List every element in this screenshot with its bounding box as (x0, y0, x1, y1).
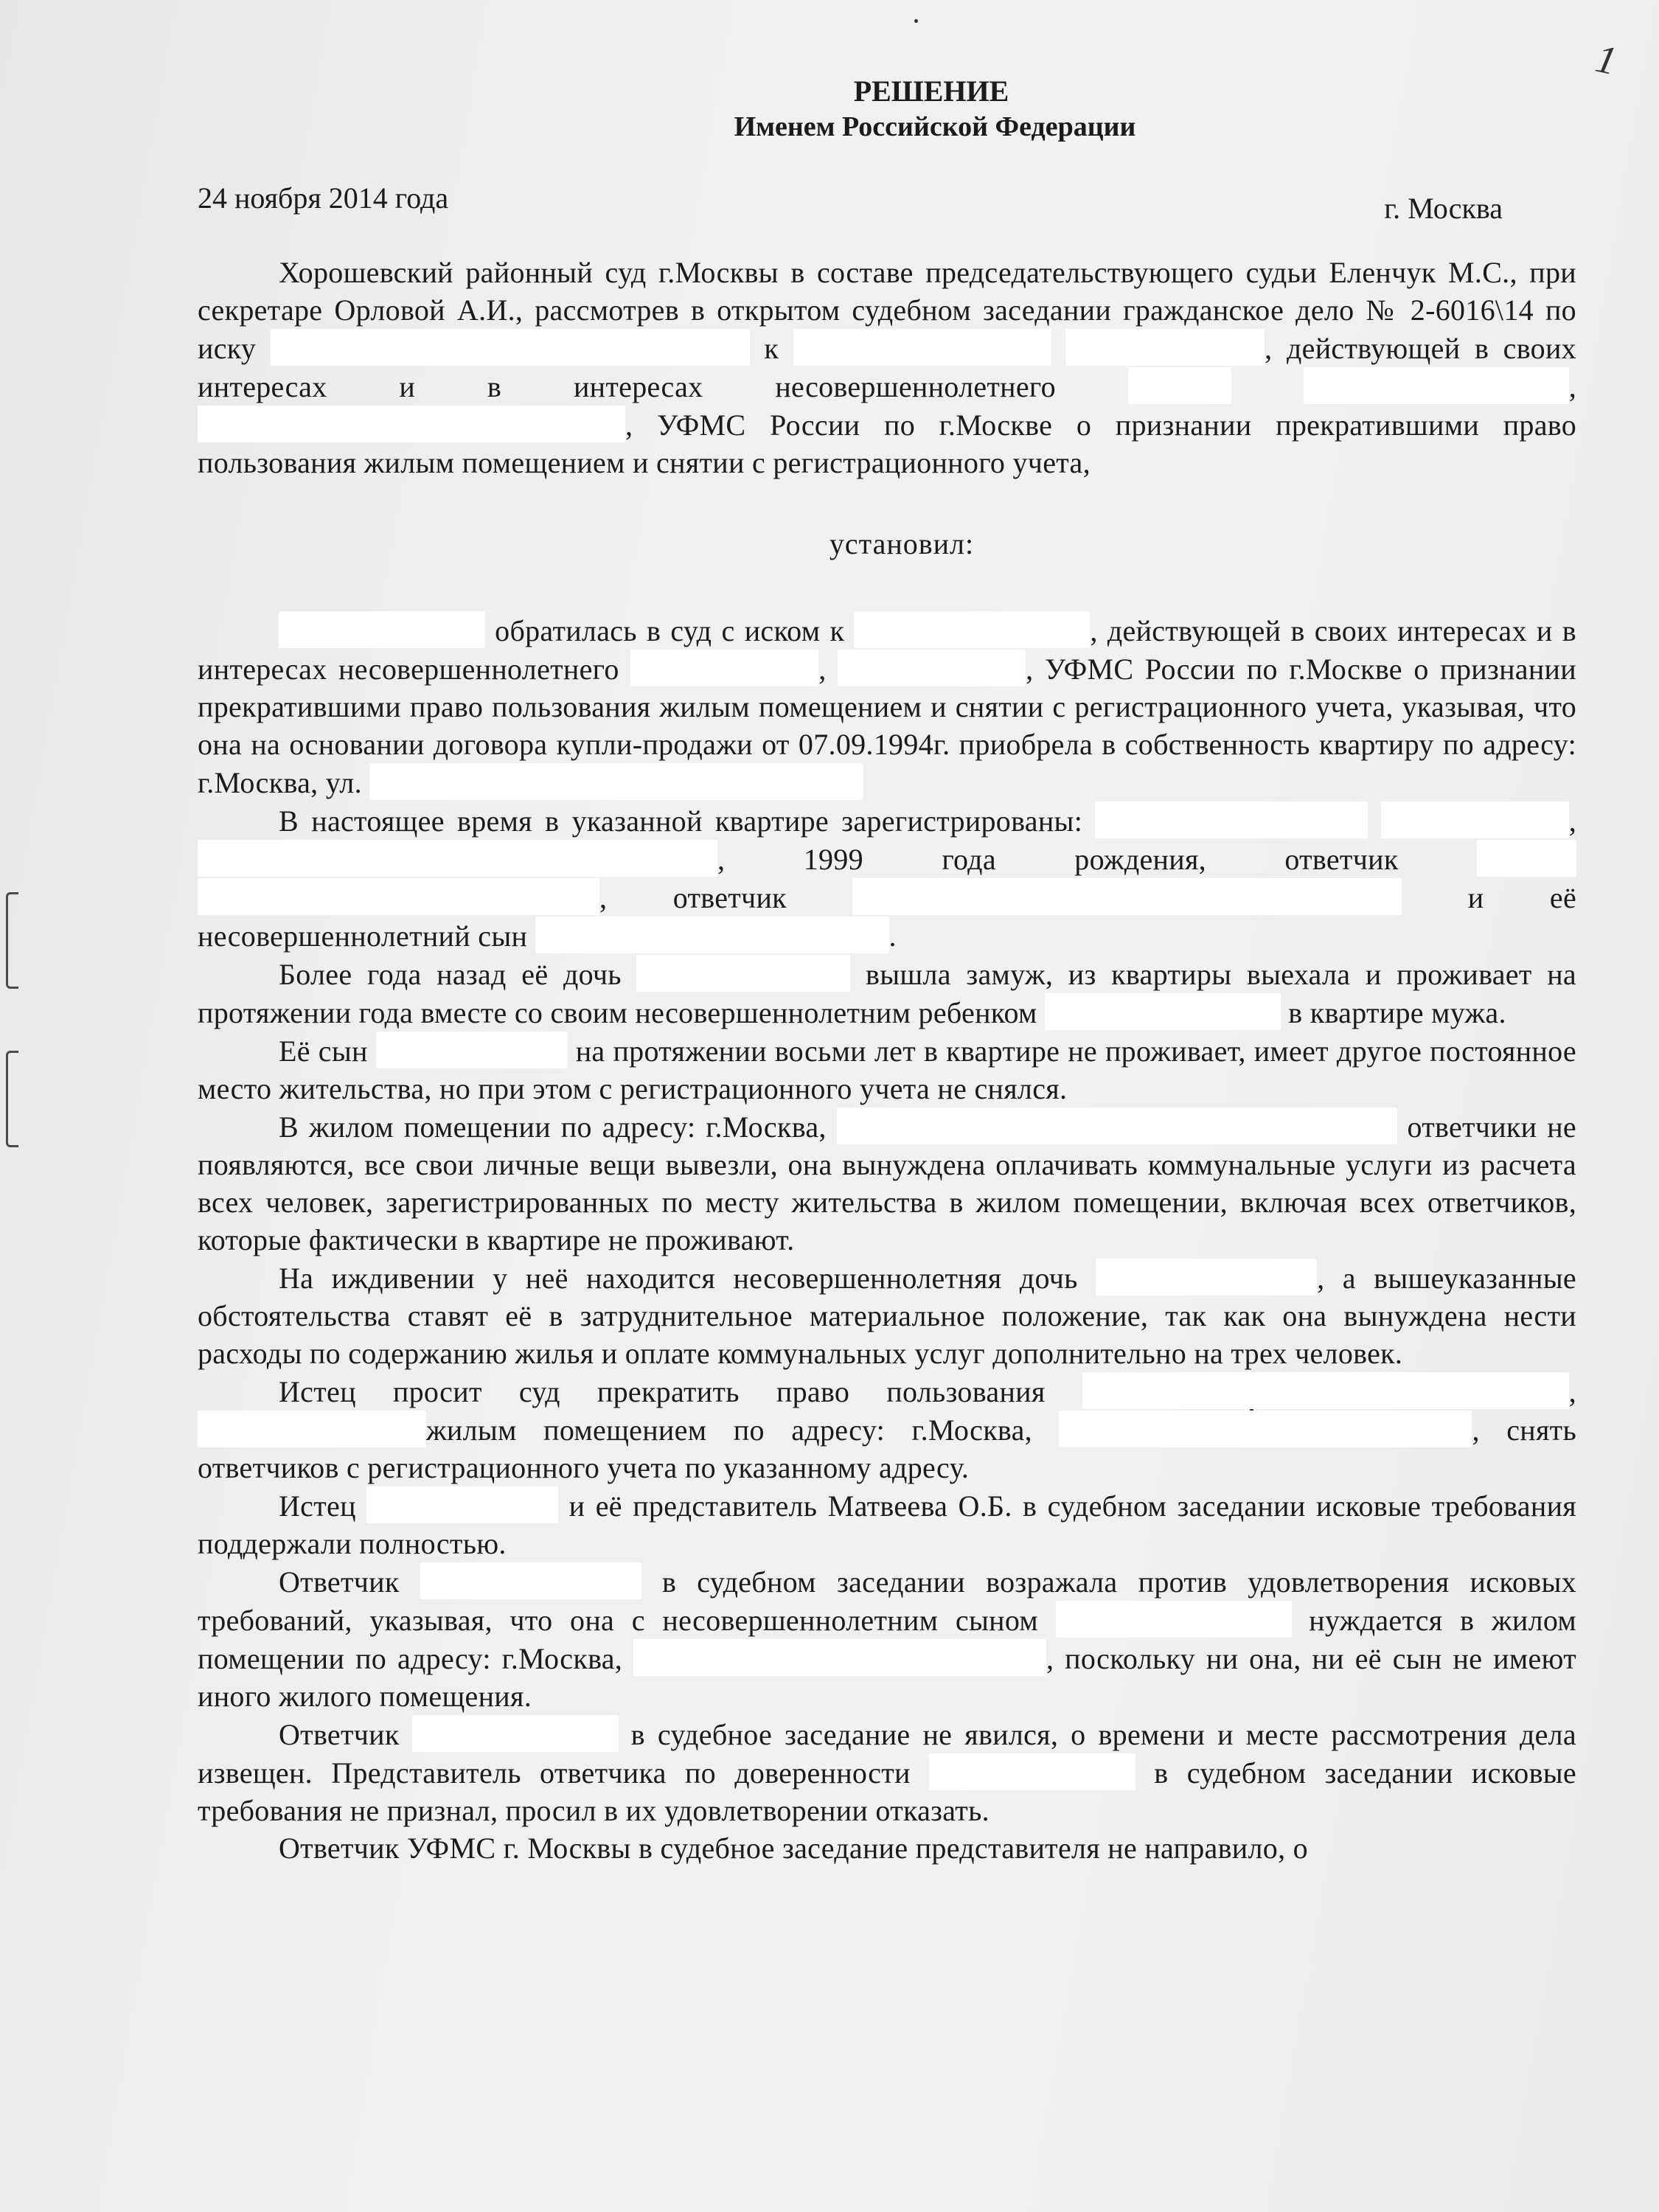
redaction (837, 1107, 1397, 1144)
redaction (636, 955, 850, 992)
redaction (1056, 1601, 1292, 1638)
intro-paragraph: Хорошевский районный суд г.Москвы в составе председательствующего судьи Еленчук М.С., при секретаре Орловой А.И., рассмотрев в открытом судебном заседании гражданское дело № 2-6016\14 по иску к , действующей в своих интересах и в интересах несовершеннолетнего , , УФМС России по г.Москве о признании прекратившими право пользования жилым помещением и снятии с регистрационного учета, (198, 256, 1577, 479)
redaction (535, 917, 889, 953)
redaction (412, 1715, 619, 1752)
redaction (630, 650, 818, 686)
redaction (198, 1411, 426, 1447)
redaction (1381, 801, 1569, 838)
redaction (1096, 1259, 1317, 1295)
redaction (633, 1639, 1046, 1676)
paragraph-son: Её сын на протяжении восьми лет в квартире не проживает, имеет другое постоянное место жительства, но при этом с регистрационного учета не снялся. (198, 1032, 1576, 1107)
redaction (1059, 1411, 1472, 1447)
redaction (1477, 840, 1576, 877)
redaction (929, 1753, 1135, 1790)
redaction (1128, 367, 1231, 404)
redaction (1095, 801, 1368, 838)
redaction (838, 650, 1026, 686)
redaction (1065, 329, 1265, 366)
handwritten-page-number: 1 (1592, 35, 1621, 84)
redaction (852, 878, 1402, 915)
paragraph-ufms: Ответчик УФМС г. Москвы в судебное заседание представителя не направило, о (279, 1832, 1308, 1865)
paragraph-defendant-1: Ответчик в судебном заседании возражала против удовлетворения исковых требований, указывая, что она с несовершеннолетним сыном нуждается в жилом помещении по адресу: г.Москва, , поскольку ни она, ни её сын не имеют иного жилого помещения. (198, 1562, 1576, 1715)
speck-top (914, 19, 918, 23)
document-subtitle: Именем Российской Федерации (734, 111, 1136, 142)
redaction (198, 878, 599, 915)
document-body (198, 74, 1576, 1867)
paragraph-premises: В жилом помещении по адресу: г.Москва, ответчики не появляются, все свои личные вещи вывезли, она вынуждена оплачивать коммунальные услуги из расчета всех человек, зарегистрированных по месту жительства в жилом помещении, включая всех ответчиков, которые фактически в квартире не проживают. (198, 1107, 1576, 1259)
document-title: РЕШЕНИЕ (853, 74, 1009, 108)
redaction (854, 611, 1090, 648)
paragraph-plaintiff: Истец и её представитель Матвеева О.Б. в судебном заседании исковые требования поддержали полностью. (198, 1486, 1576, 1562)
redaction (420, 1562, 641, 1599)
date-and-city-line (198, 180, 1576, 227)
redaction (366, 1486, 558, 1523)
redaction (271, 329, 750, 366)
redaction (376, 1032, 568, 1068)
paragraph-defendant-2: Ответчик в судебное заседание не явился, о времени и месте рассмотрения дела извещен. Представитель ответчика по доверенности в судебном заседании исковые требования не признал, просил в их удовлетворении отказать. (198, 1715, 1576, 1829)
redaction (198, 840, 717, 877)
paragraph-registered: В настоящее время в указанной квартире зарегистрированы: , , 1999 года рождения, ответчик , ответчик и её несовершеннолетний сын . (198, 801, 1576, 955)
redaction (1304, 367, 1569, 404)
paragraph-request: Истец просит суд прекратить право пользования , жилым помещением по адресу: г.Москва, , снять ответчиков с регистрационного учета по указанному адресу. (198, 1372, 1576, 1486)
paragraph-claim: обратилась в суд с иском к , действующей в своих интересах и в интересах несовершеннолетнего , , УФМС России по г.Москве о признании прекратившими право пользования жилым помещением и снятии с регистрационного учета, указывая, что она на основании договора купли-продажи от 07.09.1994г. приобрела в собственность квартиру по адресу: г.Москва, ул. (198, 611, 1576, 801)
section-heading: установил: (829, 527, 975, 560)
punch-hole-mark-top (6, 892, 18, 989)
decision-city: г. Москва (1384, 192, 1503, 225)
redaction (198, 406, 625, 442)
punch-hole-mark-bottom (6, 1051, 18, 1147)
redaction (793, 329, 1051, 366)
redaction (279, 611, 485, 648)
paragraph-dependent: На иждивении у неё находится несовершеннолетняя дочь , а вышеуказанные обстоятельства ставят её в затруднительное материальное положение, так как она вынуждена нести расходы по содержанию жилья и оплате коммунальных услуг дополнительно на трех человек. (198, 1259, 1576, 1372)
redaction (1082, 1372, 1569, 1409)
redaction (369, 763, 863, 800)
paragraph-daughter: Более года назад её дочь вышла замуж, из квартиры выехала и проживает на протяжении года вместе со своим несовершеннолетним ребенком в квартире мужа. (198, 955, 1576, 1032)
redaction (1045, 993, 1281, 1030)
decision-date: 24 ноября 2014 года (198, 181, 449, 215)
